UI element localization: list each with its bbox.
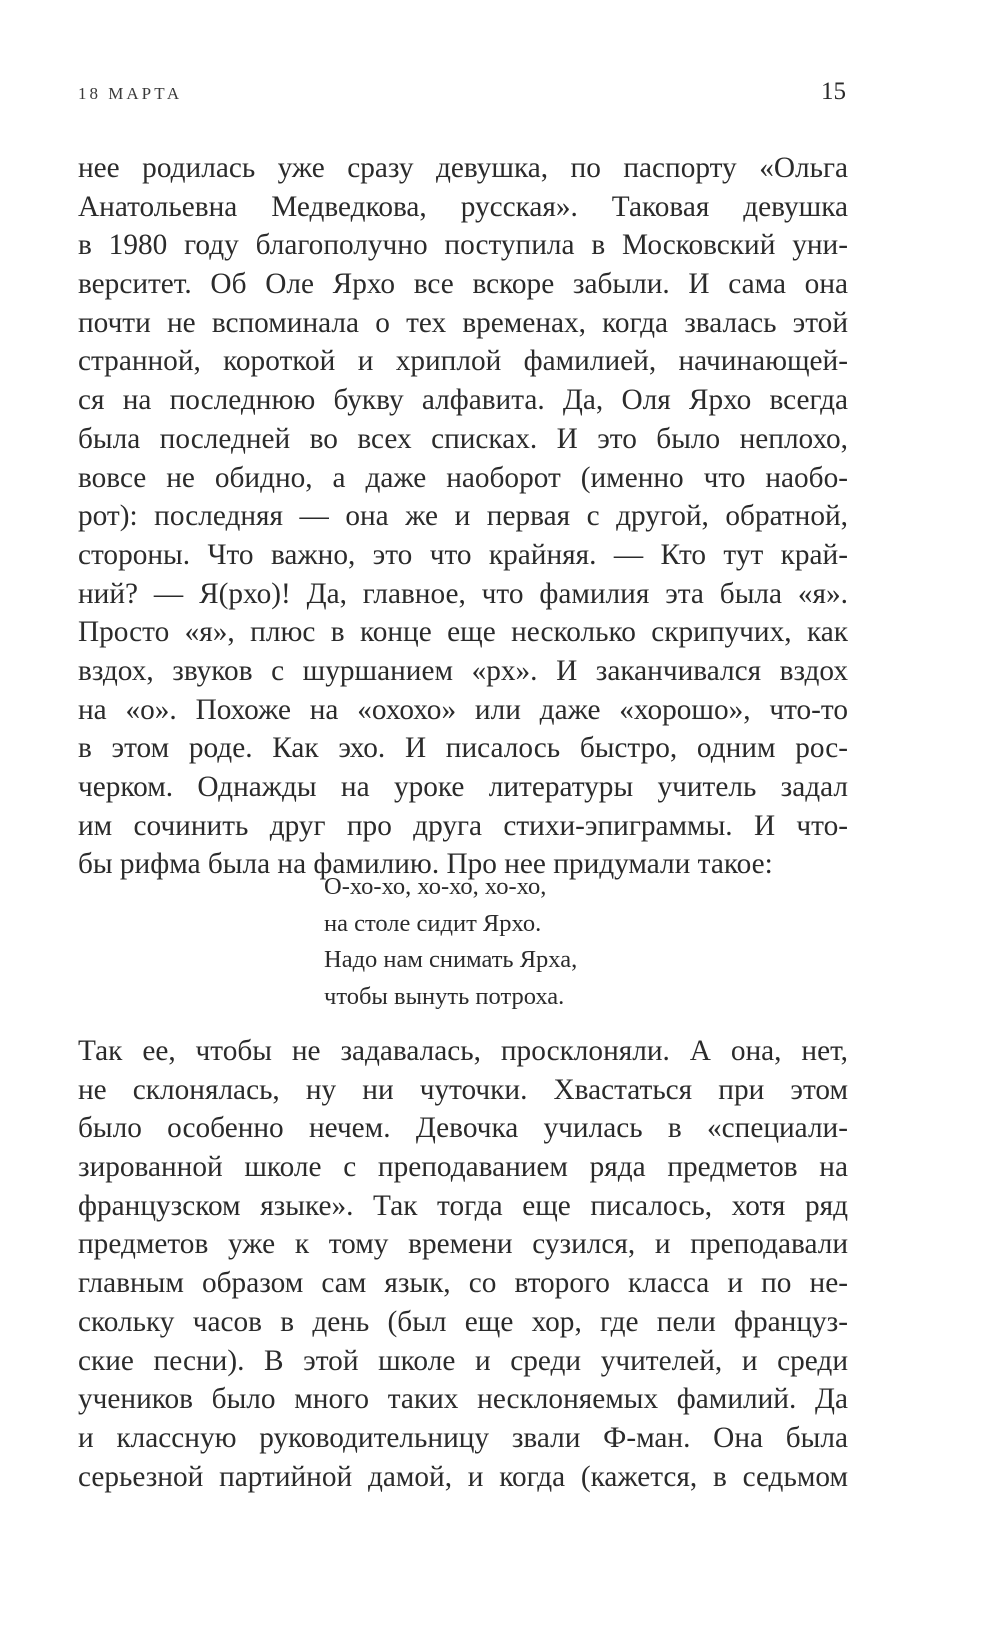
- poem-line: чтобы вынуть потроха.: [324, 982, 565, 1010]
- text-line: им сочинить друг про друга стихи-эпиграммы. И что-: [78, 809, 848, 842]
- text-line: нее родилась уже сразу девушка, по паспорту «Ольга: [78, 152, 848, 184]
- text-line: в этом роде. Как эхо. И писалось быстро, одним рос-: [78, 732, 848, 765]
- text-line: ся на последнюю букву алфавита. Да, Оля Ярхо всегда: [78, 384, 848, 417]
- text-line: и классную руководительницу звали Ф-ман. Она была: [78, 1421, 848, 1454]
- text-line: стороны. Что важно, это что крайняя. — Кто тут край-: [78, 538, 848, 571]
- text-line: серьезной партийной дамой, и когда (кажется, в седьмом: [78, 1460, 848, 1493]
- text-line: Так ее, чтобы не задавалась, просклоняли. А она, нет,: [78, 1035, 848, 1067]
- text-line: почти не вспоминала о тех временах, когда звалась этой: [78, 306, 848, 339]
- paragraph-1: [78, 149, 848, 884]
- text-line: на «о». Похоже на «охохо» или даже «хорошо», что-то: [78, 693, 848, 726]
- text-line: главным образом сам язык, со второго класса и по не-: [78, 1267, 848, 1300]
- text-line: скольку часов в день (был еще хор, где пели француз-: [78, 1305, 848, 1338]
- text-line: было особенно нечем. Девочка училась в «специали-: [78, 1112, 848, 1145]
- poem-line: на столе сидит Ярхо.: [324, 909, 542, 937]
- paragraph-2: [78, 1032, 848, 1496]
- text-line: предметов уже к тому времени сузился, и преподавали: [78, 1228, 848, 1261]
- text-line: была последней во всех списках. И это было неплохо,: [78, 422, 848, 455]
- text-line: черком. Однажды на уроке литературы учитель задал: [78, 771, 848, 803]
- text-line: учеников было много таких несклоняемых фамилий. Да: [78, 1383, 848, 1416]
- text-line: вовсе не обидно, а даже наоборот (именно что наобо-: [78, 461, 848, 494]
- text-line: французском языке». Так тогда еще писалось, хотя ряд: [78, 1189, 848, 1222]
- text-line: ний? — Я(рхо)! Да, главное, что фамилия эта была «я».: [78, 577, 848, 610]
- text-line: вздох, звуков с шуршанием «рх». И заканчивался вздох: [78, 654, 848, 687]
- text-line: верситет. Об Оле Ярхо все вскоре забыли. И сама она: [78, 268, 848, 301]
- text-line: зированной школе с преподаванием ряда предметов на: [78, 1151, 848, 1184]
- text-line: Просто «я», плюс в конце еще несколько скрипучих, как: [78, 616, 848, 649]
- poem-line: Надо нам снимать Ярха,: [324, 946, 578, 974]
- page-number: 15: [821, 78, 846, 105]
- text-line: рот): последняя — она же и первая с другой, обратной,: [78, 500, 848, 533]
- poem-line: О-хо-хо, хо-хо, хо-хо,: [324, 873, 547, 900]
- epigram-poem: [324, 869, 724, 1015]
- text-line: Анатольевна Медведкова, русская». Таковая девушка: [78, 190, 848, 223]
- text-line: не склонялась, ну ни чуточки. Хвастаться при этом: [78, 1073, 848, 1106]
- text-line: ские песни). В этой школе и среди учителей, и среди: [78, 1344, 848, 1377]
- text-line: в 1980 году благополучно поступила в Московский уни-: [78, 229, 848, 262]
- running-head: 18 МАРТА: [78, 84, 183, 103]
- text-line: странной, короткой и хриплой фамилией, начинающей-: [78, 345, 848, 378]
- text-line: бы рифма была на фамилию. Про нее придумали такое:: [78, 848, 773, 881]
